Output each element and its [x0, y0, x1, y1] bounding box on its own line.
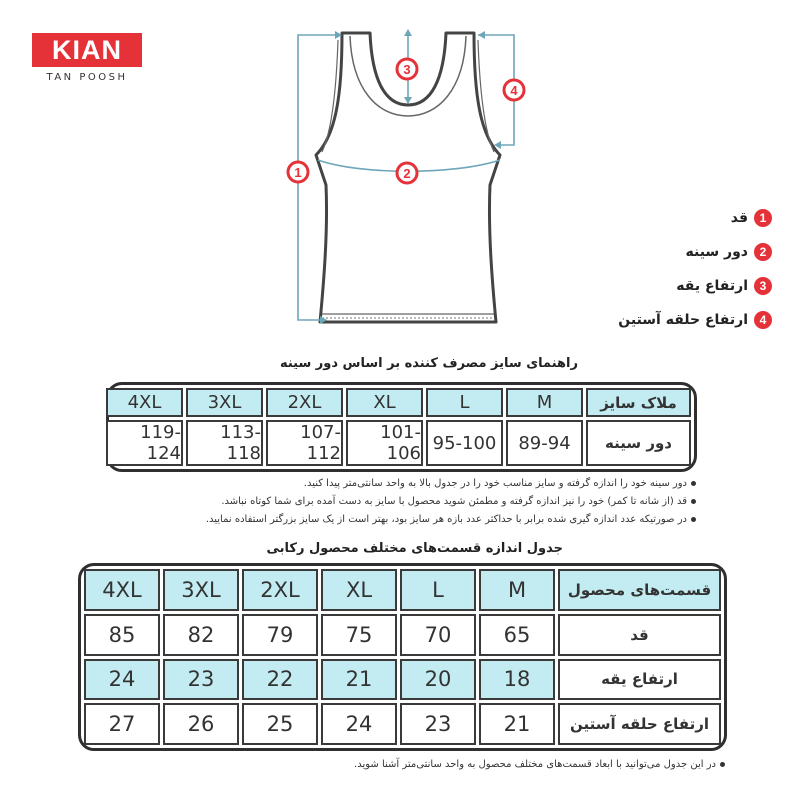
note-item: دور سینه خود را اندازه گرفته و سایز مناسب خود را در جدول بالا به واحد سانتی‌متر پیدا کنید. — [206, 474, 696, 492]
table-cell: 23 — [163, 659, 239, 701]
size-header: 4XL — [106, 388, 183, 417]
table-header-label: قسمت‌های محصول — [558, 569, 721, 611]
legend-item-height — [512, 205, 772, 231]
marker-3 — [397, 59, 417, 79]
table-cell: 18 — [479, 659, 555, 701]
table-cell: 21 — [479, 703, 555, 745]
row-label: دور سینه — [586, 420, 691, 466]
svg-text:2: 2 — [403, 166, 411, 181]
row-label: قد — [558, 614, 721, 656]
note-item: قد (از شانه تا کمر) خود را نیز اندازه گرفته و مطمئن شوید محصول با سایز به دست آمده برای شما کوتاه نباشد. — [206, 492, 696, 510]
size-header: XL — [321, 569, 397, 611]
svg-text:4: 4 — [510, 83, 518, 98]
legend-badge: 4 — [754, 311, 772, 329]
table-cell: 21 — [321, 659, 397, 701]
svg-text:3: 3 — [403, 62, 411, 77]
table-cell: 24 — [84, 659, 160, 701]
product-table-note — [354, 755, 725, 773]
legend-item-neck — [512, 273, 772, 299]
size-header: 2XL — [242, 569, 318, 611]
legend-label: ارتفاع حلقه آستین — [618, 312, 748, 328]
table-cell: 22 — [242, 659, 318, 701]
legend-badge: 1 — [754, 209, 772, 227]
chest-range: 107-112 — [266, 420, 343, 466]
table-cell: 82 — [163, 614, 239, 656]
table-cell: 26 — [163, 703, 239, 745]
size-header: 3XL — [163, 569, 239, 611]
tank-top-diagram — [270, 20, 540, 340]
table-cell: 27 — [84, 703, 160, 745]
chest-range: 119-124 — [106, 420, 183, 466]
marker-1 — [288, 162, 308, 182]
note-item: در این جدول می‌توانید با ابعاد قسمت‌های مختلف محصول به واحد سانتی‌متر آشنا شوید. — [354, 755, 725, 773]
size-guide-notes — [206, 474, 696, 528]
size-header: XL — [346, 388, 423, 417]
chest-range: 113-118 — [186, 420, 263, 466]
table-cell: 75 — [321, 614, 397, 656]
product-table-title: جدول اندازه قسمت‌های مختلف محصول رکابی — [266, 541, 563, 556]
brand-logo — [32, 33, 142, 83]
legend-item-armhole — [512, 307, 772, 333]
marker-2 — [397, 163, 417, 183]
size-guide-table — [106, 382, 697, 472]
size-guide-title: راهنمای سایز مصرف کننده بر اساس دور سینه — [279, 356, 578, 371]
legend-label: دور سینه — [685, 244, 748, 260]
product-measurements-table — [78, 563, 727, 751]
table-cell: 85 — [84, 614, 160, 656]
marker-4 — [504, 80, 524, 100]
table-cell: 20 — [400, 659, 476, 701]
size-header: L — [400, 569, 476, 611]
chest-range: 89-94 — [506, 420, 583, 466]
size-header: 3XL — [186, 388, 263, 417]
size-header: M — [479, 569, 555, 611]
size-header: L — [426, 388, 503, 417]
size-header: 4XL — [84, 569, 160, 611]
size-header: M — [506, 388, 583, 417]
table-cell: 24 — [321, 703, 397, 745]
legend-label: ارتفاع یقه — [676, 278, 748, 294]
legend-badge: 2 — [754, 243, 772, 261]
table-cell: 65 — [479, 614, 555, 656]
brand-name: KIAN — [32, 33, 142, 67]
legend-label: قد — [730, 210, 748, 226]
row-label: ارتفاع یقه — [558, 659, 721, 701]
legend-badge: 3 — [754, 277, 772, 295]
table-cell: 79 — [242, 614, 318, 656]
size-header: 2XL — [266, 388, 343, 417]
table-cell: 23 — [400, 703, 476, 745]
note-item: در صورتیکه عدد اندازه گیری شده برابر با حداکثر عدد بازه هر سایز بود، بهتر است از یک سایز بزرگتر استفاده نمایید. — [206, 510, 696, 528]
brand-tagline: TAN POOSH — [46, 72, 128, 83]
table-cell: 70 — [400, 614, 476, 656]
table-header-label: ملاک سایز — [586, 388, 691, 417]
legend-item-chest — [512, 239, 772, 265]
chest-range: 95-100 — [426, 420, 503, 466]
measurement-legend — [512, 205, 772, 341]
chest-range: 101-106 — [346, 420, 423, 466]
svg-text:1: 1 — [294, 165, 302, 180]
row-label: ارتفاع حلقه آستین — [558, 703, 721, 745]
table-cell: 25 — [242, 703, 318, 745]
